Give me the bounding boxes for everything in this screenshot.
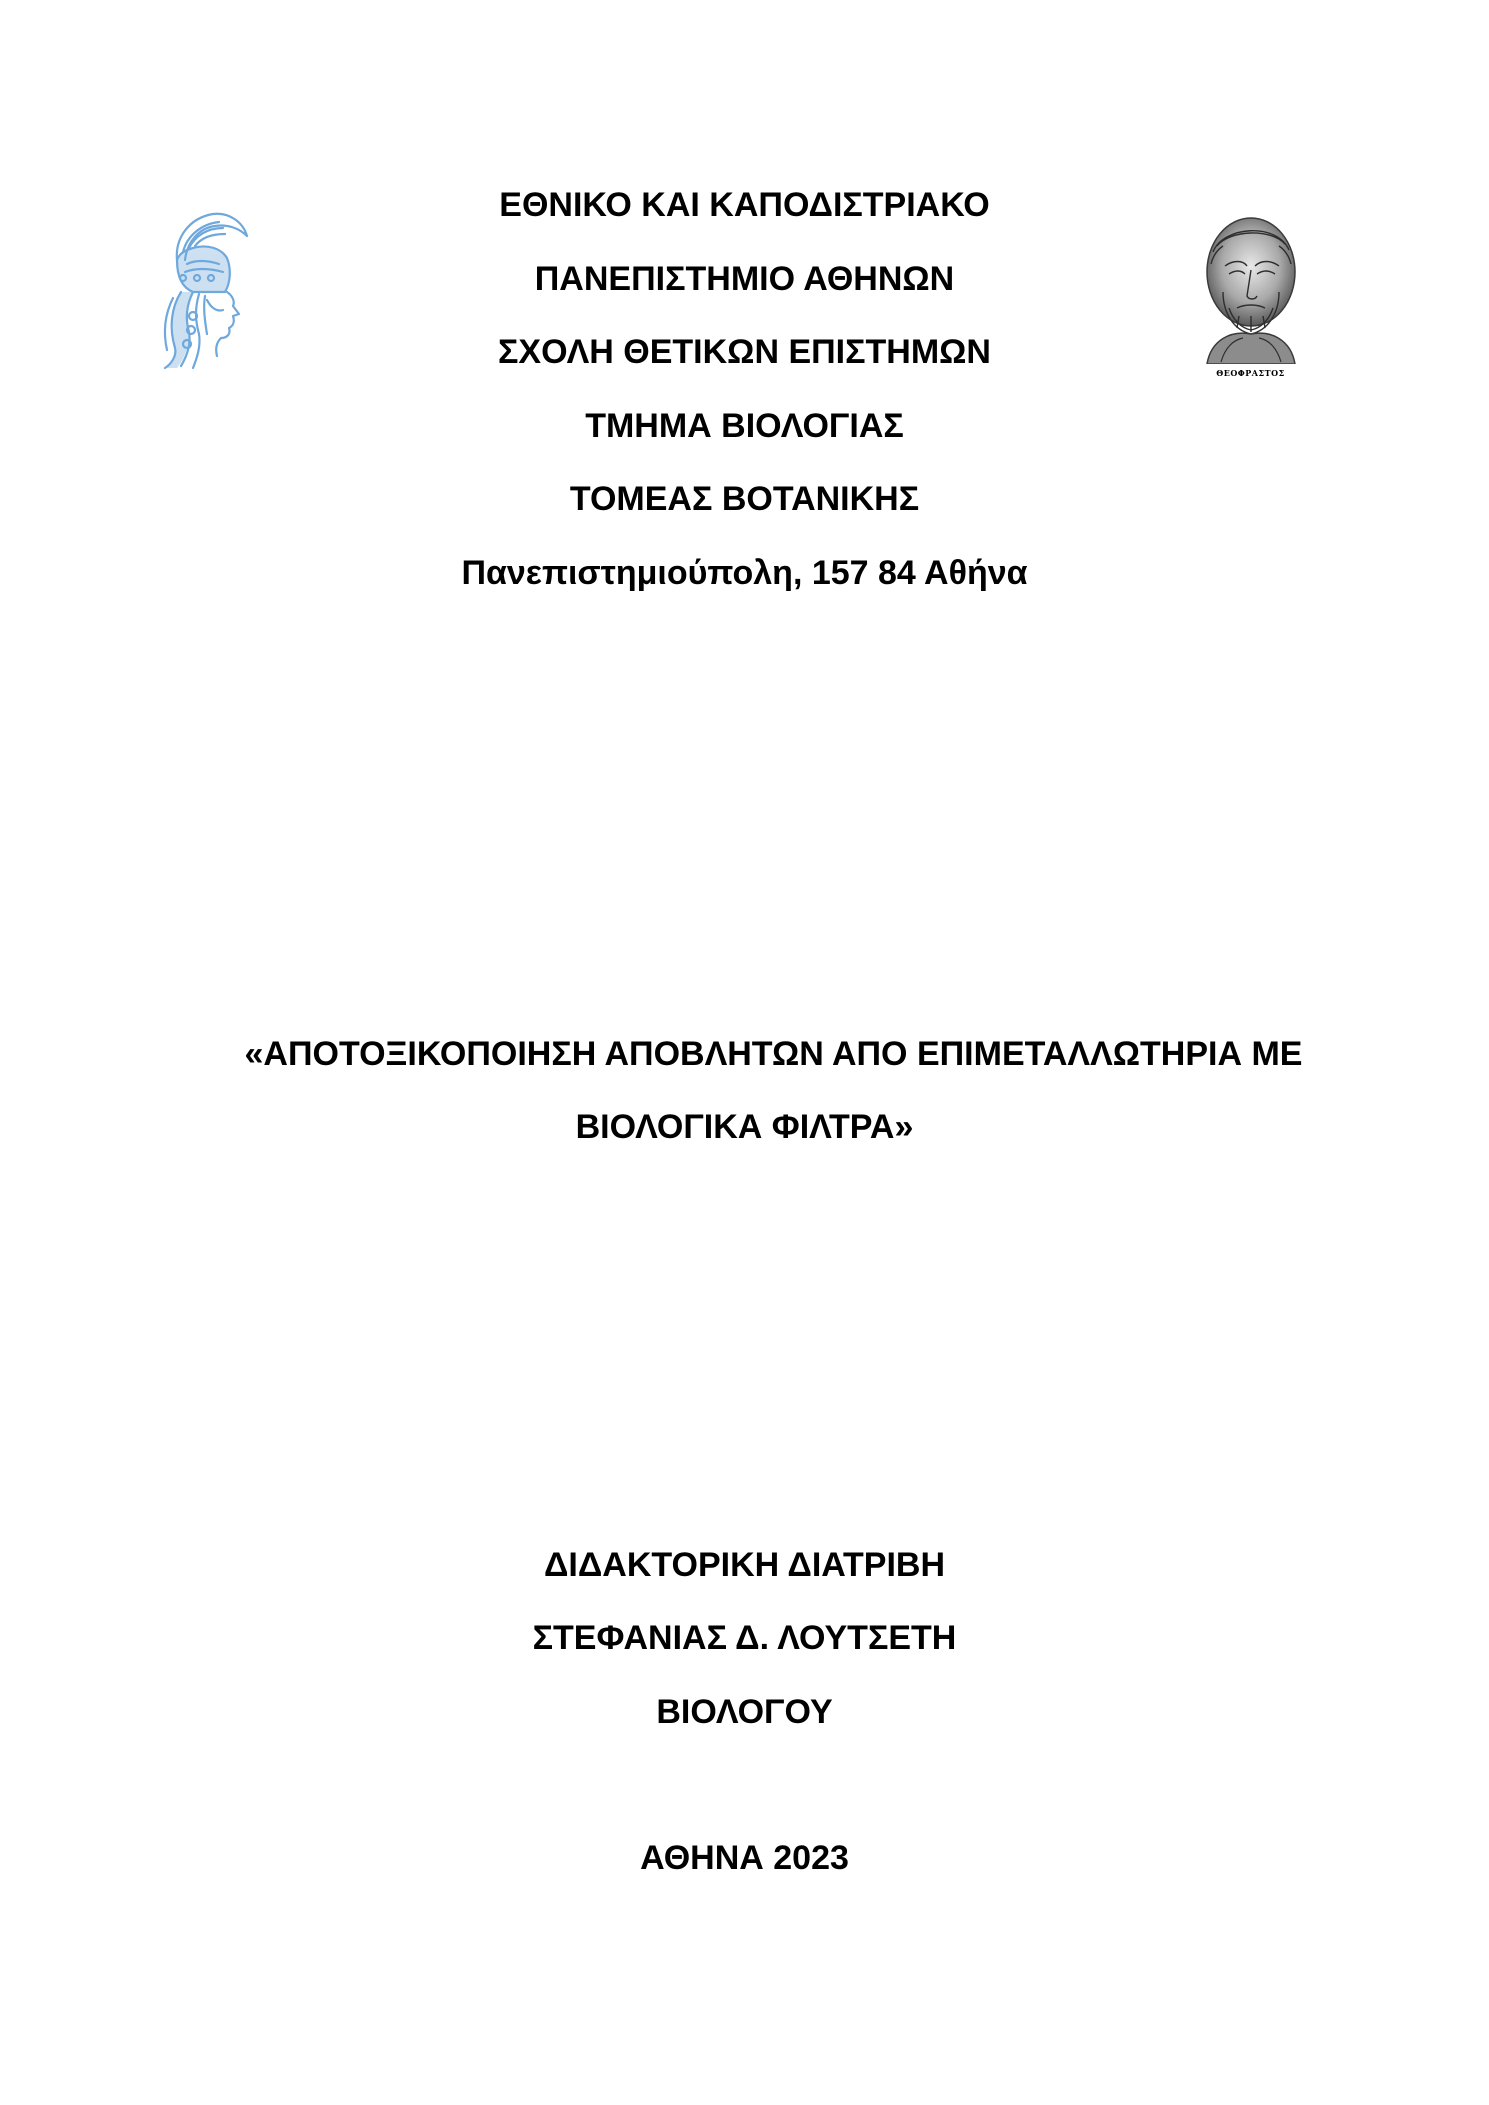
place-and-year: ΑΘΗΝΑ 2023 xyxy=(640,1839,849,1877)
department-name: ΤΜΗΜΑ ΒΙΟΛΟΓΙΑΣ xyxy=(585,407,904,445)
university-name-line1: ΕΘΝΙΚΟ ΚΑΙ ΚΑΠΟΔΙΣΤΡΙΑΚΟ xyxy=(499,186,990,224)
thesis-title-line2: ΒΙΟΛΟΓΙΚΑ ΦΙΛΤΡΑ» xyxy=(575,1108,914,1146)
emblem-caption: ΘΕΟΦΡΑΣΤΟΣ xyxy=(1216,368,1285,378)
document-type: ΔΙΔΑΚΤΟΡΙΚΗ ΔΙΑΤΡΙΒΗ xyxy=(543,1546,946,1584)
author-profession: ΒΙΟΛΟΓΟΥ xyxy=(656,1693,833,1731)
author-name: ΣΤΕΦΑΝΙΑΣ Δ. ΛΟΥΤΣΕΤΗ xyxy=(532,1619,957,1657)
school-name: ΣΧΟΛΗ ΘΕΤΙΚΩΝ ΕΠΙΣΤΗΜΩΝ xyxy=(498,333,991,371)
address: Πανεπιστημιούπολη, 157 84 Αθήνα xyxy=(461,554,1028,592)
section-name: ΤΟΜΕΑΣ ΒΟΤΑΝΙΚΗΣ xyxy=(569,480,920,518)
university-name-line2: ΠΑΝΕΠΙΣΤΗΜΙΟ ΑΘΗΝΩΝ xyxy=(534,260,955,298)
thesis-title-line1: «ΑΠΟΤΟΞΙΚΟΠΟΙΗΣΗ ΑΠΟΒΛΗΤΩΝ ΑΠΟ ΕΠΙΜΕΤΑΛΛΩΤΗΡΙΑ ΜΕ xyxy=(244,1035,1303,1073)
